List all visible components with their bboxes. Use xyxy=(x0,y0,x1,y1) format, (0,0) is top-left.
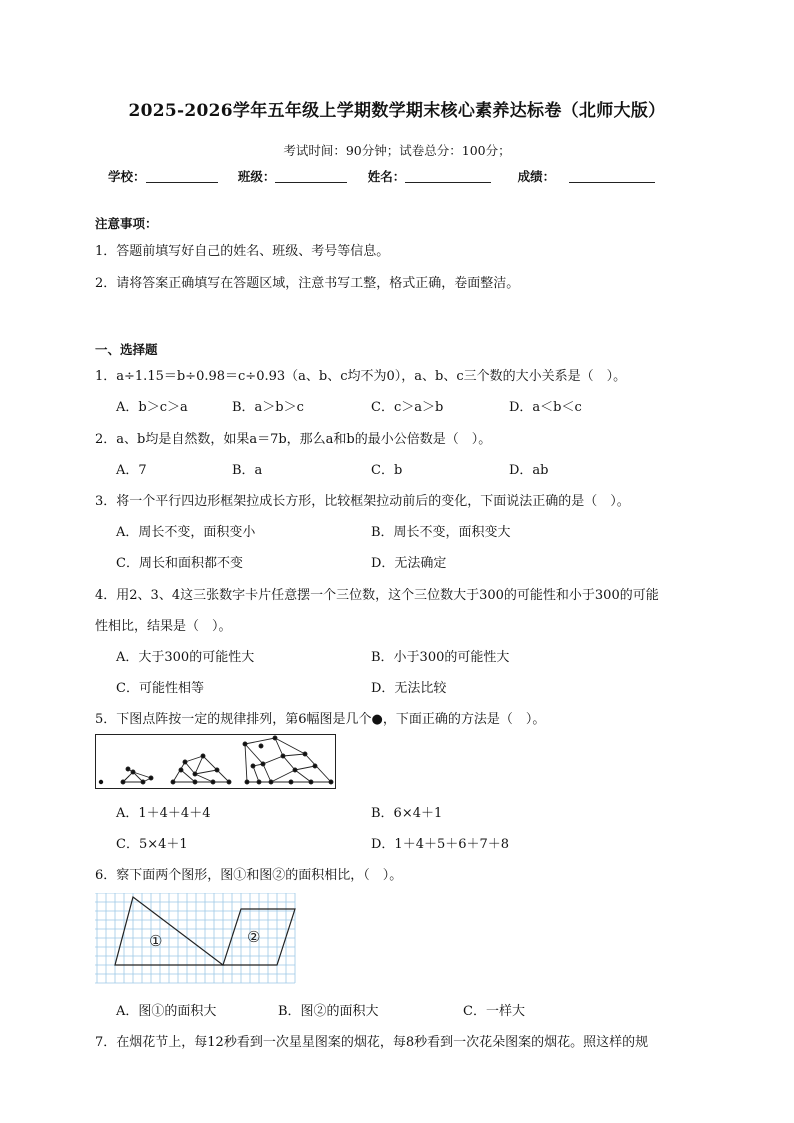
q2-option-a[interactable]: A．7 xyxy=(116,463,147,478)
student-info-row xyxy=(108,167,671,185)
q6-option-a[interactable]: A．图①的面积大 xyxy=(116,1004,217,1019)
q2-option-c[interactable]: C．b xyxy=(371,463,403,478)
q2-option-d[interactable]: D．ab xyxy=(509,463,549,478)
q5-option-c[interactable]: C．5×4＋1 xyxy=(116,837,188,852)
q3-option-a[interactable]: A．周长不变，面积变小 xyxy=(116,525,256,540)
figure-2-label: ② xyxy=(247,928,261,946)
page-title: 2025-2026学年五年级上学期数学期末核心素养达标卷（北师大版） xyxy=(128,101,666,121)
question-7-stem: 7．在烟花节上，每12秒看到一次星星图案的烟花，每8秒看到一次花朵图案的烟花。照这样的规 xyxy=(95,1035,649,1050)
exam-subtitle: 考试时间：90分钟；试卷总分：100分； xyxy=(283,143,511,158)
question-4-stem: 4．用2、3、4这三张数字卡片任意摆一个三位数，这个三位数大于300的可能性和小于300的可能 xyxy=(95,588,659,603)
section-heading: 一、选择题 xyxy=(95,342,158,357)
note-item: 1．答题前填写好自己的姓名、班级、考号等信息。 xyxy=(95,244,390,259)
q1-option-a[interactable]: A．b＞c＞a xyxy=(116,400,188,415)
q5-option-d[interactable]: D．1＋4＋5＋6＋7＋8 xyxy=(371,837,510,852)
q5-option-a[interactable]: A．1＋4＋4＋4 xyxy=(116,806,211,821)
class-label: 班级： xyxy=(237,169,276,184)
q1-option-b[interactable]: B．a＞b＞c xyxy=(232,400,304,415)
q4-option-d[interactable]: D．无法比较 xyxy=(371,681,447,696)
name-blank[interactable] xyxy=(405,170,491,183)
q3-option-c[interactable]: C．周长和面积都不变 xyxy=(116,556,243,571)
note-item: 2．请将答案正确填写在答题区域，注意书写工整，格式正确，卷面整洁。 xyxy=(95,276,520,291)
score-label: 成绩： xyxy=(517,169,556,184)
question-5-stem: 5．下图点阵按一定的规律排列，第6幅图是几个●，下面正确的方法是（ ）。 xyxy=(95,712,546,727)
q3-option-b[interactable]: B．周长不变，面积变大 xyxy=(371,525,511,540)
question-4-stem-cont: 性相比，结果是（ ）。 xyxy=(95,619,232,634)
question-1-stem: 1．a÷1.15＝b÷0.98＝c÷0.93（a、b、c均不为0），a、b、c三个数的大小关系是（ ）。 xyxy=(95,369,627,384)
q6-option-c[interactable]: C．一样大 xyxy=(463,1004,525,1019)
school-blank[interactable] xyxy=(146,170,218,183)
q4-option-b[interactable]: B．小于300的可能性大 xyxy=(371,650,510,665)
class-blank[interactable] xyxy=(275,170,347,183)
score-blank[interactable] xyxy=(569,170,655,183)
q3-option-d[interactable]: D．无法确定 xyxy=(371,556,447,571)
figure-1-label: ① xyxy=(149,932,163,950)
dot-pattern-figure xyxy=(95,734,337,790)
name-label: 姓名： xyxy=(367,169,406,184)
school-label: 学校： xyxy=(108,169,146,184)
q1-option-d[interactable]: D．a＜b＜c xyxy=(509,400,582,415)
q1-option-c[interactable]: C．c＞a＞b xyxy=(371,400,444,415)
grid-area-figure xyxy=(95,893,296,984)
notes-heading: 注意事项： xyxy=(95,216,158,231)
q6-option-b[interactable]: B．图②的面积大 xyxy=(278,1004,379,1019)
question-2-stem: 2．a、b均是自然数，如果a＝7b，那么a和b的最小公倍数是（ ）。 xyxy=(95,432,492,447)
q5-option-b[interactable]: B．6×4＋1 xyxy=(371,806,443,821)
q4-option-c[interactable]: C．可能性相等 xyxy=(116,681,204,696)
question-6-stem: 6．察下面两个图形，图①和图②的面积相比，（ ）。 xyxy=(95,868,403,883)
q2-option-b[interactable]: B．a xyxy=(232,463,263,478)
q4-option-a[interactable]: A．大于300的可能性大 xyxy=(116,650,255,665)
question-3-stem: 3．将一个平行四边形框架拉成长方形，比较框架拉动前后的变化，下面说法正确的是（ ）。 xyxy=(95,494,630,509)
